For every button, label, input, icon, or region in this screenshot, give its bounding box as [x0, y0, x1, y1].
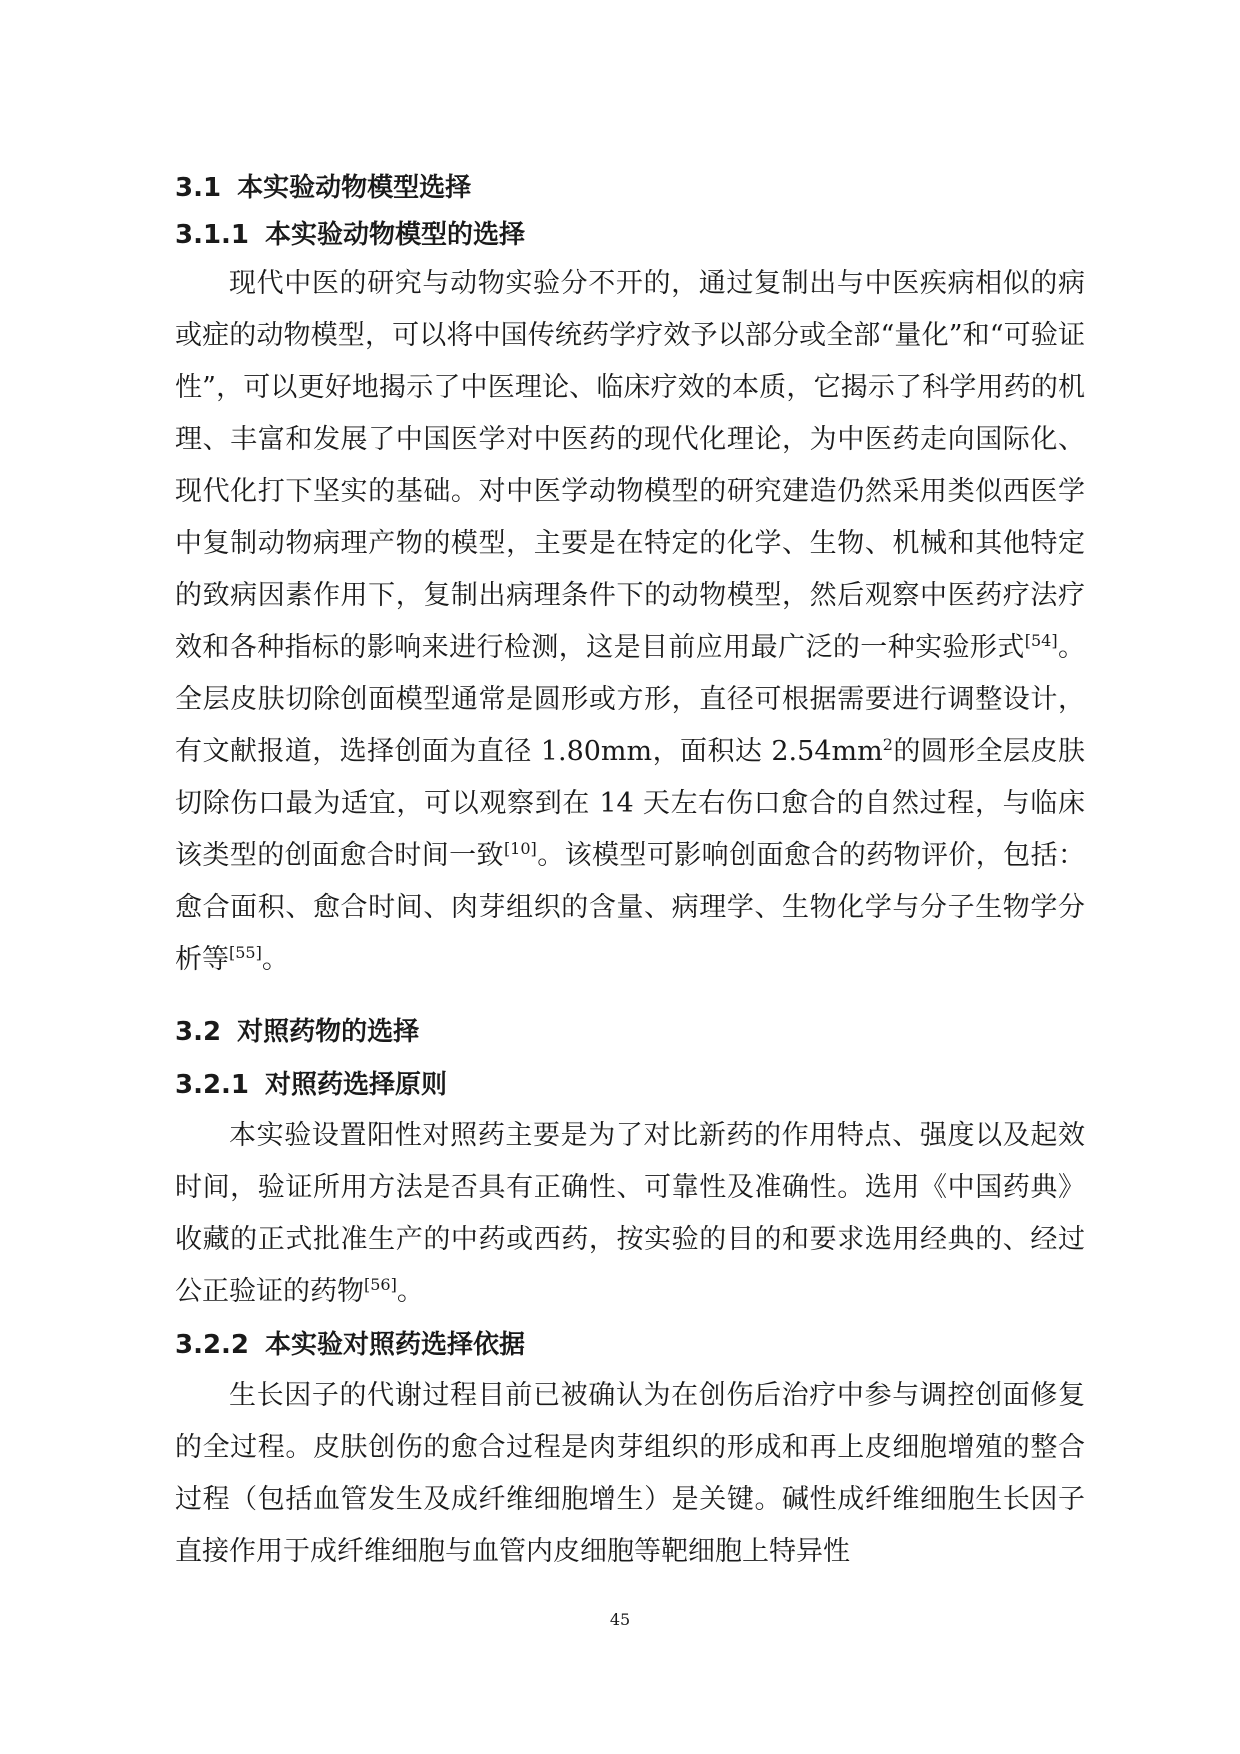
paragraph-text: 生长因子的代谢过程目前已被确认为在创伤后治疗中参与调控创面修复的全过程。皮肤创伤的愈合过程是肉芽组织的形成和再上皮细胞增殖的整合过程（包括血管发生及成纤维细胞增生）是关键。碱性成纤维细胞生长因子直接作用于成纤维细胞与血管内皮细胞等靶细胞上特异性: [175, 1380, 1085, 1567]
paragraph-animal-model: [175, 258, 1085, 986]
section-title: 本实验动物模型选择: [237, 173, 472, 203]
section-title: 本实验动物模型的选择: [265, 220, 526, 250]
section-heading-3-1: [175, 171, 471, 205]
paragraph-text: 。该模型可影响创面愈合的药物评价，包括：愈合面积、愈合时间、肉芽组织的含量、病理学、生物化学与分子生物学分析等: [175, 840, 1086, 975]
section-heading-3-2-2: [175, 1328, 525, 1362]
section-number: 3.1: [175, 173, 222, 203]
paragraph-text: 。: [396, 1276, 424, 1307]
page-number: 45: [609, 1610, 631, 1629]
citation: [10]: [503, 839, 537, 858]
paragraph-control-basis: [175, 1370, 1085, 1578]
paragraph-text: 本实验设置阳性对照药主要是为了对比新药的作用特点、强度以及起效时间，验证所用方法是否具有正确性、可靠性及准确性。选用《中国药典》收藏的正式批准生产的中药或西药，按实验的目的和要求选用经典的、经过公正验证的药物: [175, 1120, 1085, 1307]
paragraph-control-principle: [175, 1110, 1085, 1318]
section-number: 3.2.1: [175, 1070, 250, 1100]
paragraph-text: 。: [261, 944, 289, 975]
section-heading-3-1-1: [175, 218, 525, 252]
citation: [56]: [364, 1275, 397, 1294]
section-number: 3.1.1: [175, 220, 250, 250]
citation: [55]: [229, 943, 262, 962]
paragraph-text: 。全层皮肤切除创面模型通常是圆形或方形，直径可根据需要进行调整设计，有文献报道，选择创面为直径 1.80mm，面积达 2.54mm: [175, 632, 1086, 767]
section-number: 3.2: [175, 1017, 222, 1047]
section-title: 对照药选择原则: [265, 1070, 448, 1100]
section-number: 3.2.2: [175, 1330, 250, 1360]
section-title: 本实验对照药选择依据: [265, 1330, 526, 1360]
citation: [54]: [1024, 631, 1058, 650]
paragraph-text: 的圆形全层皮肤切除伤口最为适宜，可以观察到在 14 天左右伤口愈合的自然过程，与临床该类型的创面愈合时间一致: [175, 736, 1086, 871]
section-heading-3-2-1: [175, 1068, 447, 1102]
section-heading-3-2: [175, 1015, 419, 1049]
superscript: 2: [882, 735, 893, 754]
paragraph-text: 现代中医的研究与动物实验分不开的，通过复制出与中医疾病相似的病或症的动物模型，可以将中国传统药学疗效予以部分或全部“量化”和“可验证性”，可以更好地揭示了中医理论、临床疗效的本质，它揭示了科学用药的机理、丰富和发展了中国医学对中医药的现代化理论，为中医药走向国际化、现代化打下坚实的基础。对中医学动物模型的研究建造仍然采用类似西医学中复制动物病理产物的模型，主要是在特定的化学、生物、机械和其他特定的致病因素作用下，复制出病理条件下的动物模型，然后观察中医药疗法疗效和各种指标的影响来进行检测，这是目前应用最广泛的一种实验形式: [175, 268, 1085, 663]
section-title: 对照药物的选择: [237, 1017, 420, 1047]
